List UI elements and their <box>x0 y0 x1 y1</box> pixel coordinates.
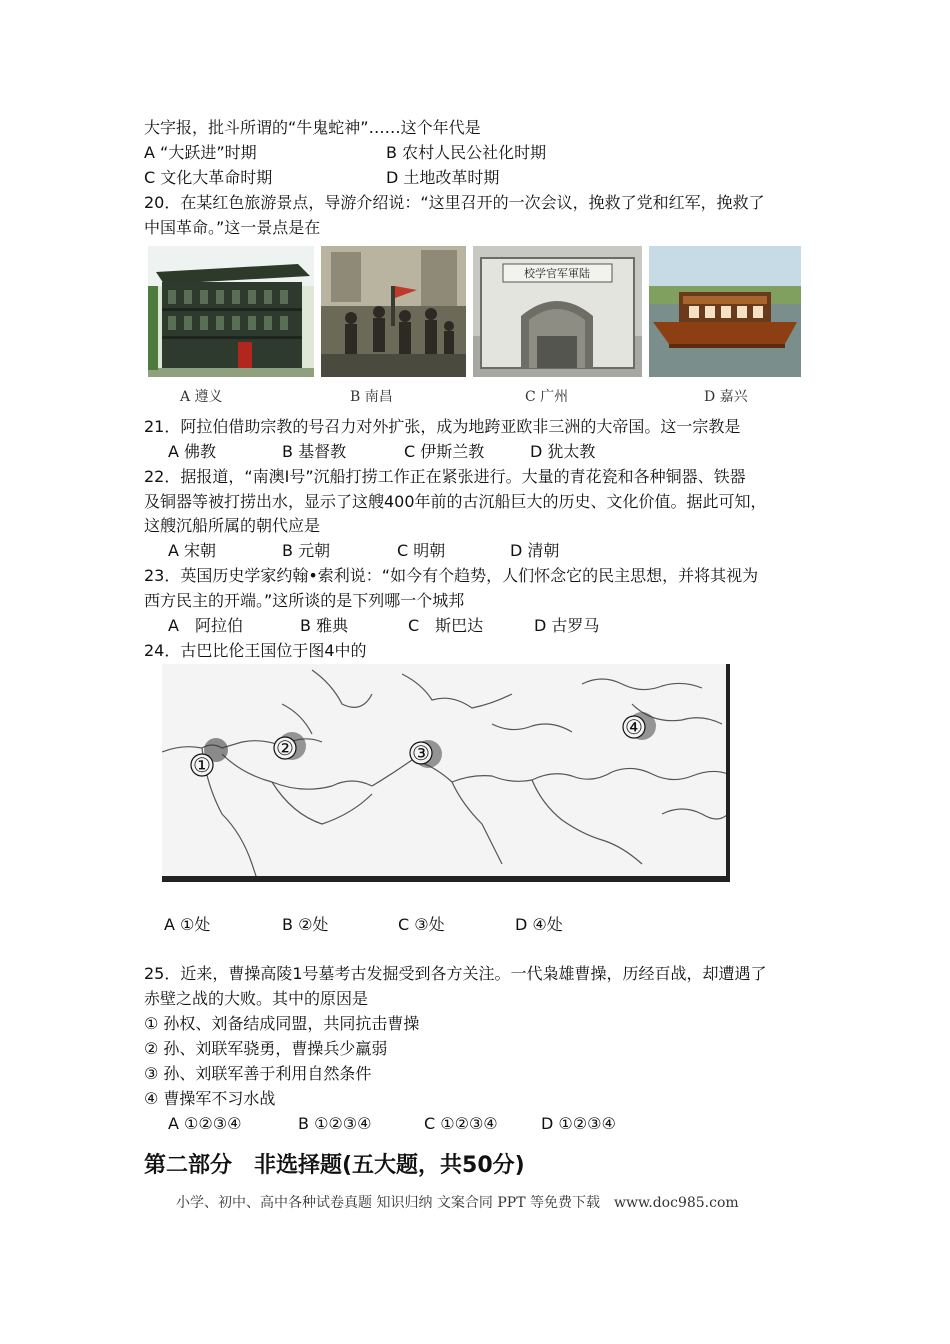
q22-option-d: D 清朝 <box>510 541 560 560</box>
q20-caption-a: A 遵义 <box>180 389 223 405</box>
q21-option-c: C 伊斯兰教 <box>404 442 485 461</box>
q22-option-b: B 元朝 <box>282 541 331 560</box>
q25-stem-line2: 赤壁之战的大败。其中的原因是 <box>144 989 369 1008</box>
q19-stem: 大字报，批斗所谓的“牛鬼蛇神”……这个年代是 <box>144 118 481 137</box>
q21-option-b: B 基督教 <box>282 442 347 461</box>
asia-map-figure <box>162 664 730 882</box>
jiaxing-boat-photo <box>649 246 801 377</box>
nanchang-painting-photo <box>321 246 466 377</box>
part2-heading: 第二部分 非选择题(五大题，共50分) <box>144 1153 525 1178</box>
q22-option-c: C 明朝 <box>397 541 446 560</box>
q20-stem-line2: 中国革命。”这一景点是在 <box>144 218 321 237</box>
q23-option-d: D 古罗马 <box>534 616 600 635</box>
q25-item-3: ③ 孙、刘联军善于利用自然条件 <box>144 1064 372 1083</box>
q25-option-d: D ①②③④ <box>541 1114 616 1133</box>
q25-item-2: ② 孙、刘联军骁勇，曹操兵少羸弱 <box>144 1039 388 1058</box>
q24-option-b: B ②处 <box>282 915 329 934</box>
q20-caption-c: C 广州 <box>525 389 569 405</box>
q23-option-a: A 阿拉伯 <box>168 616 243 635</box>
q19-option-b: B 农村人民公社化时期 <box>386 143 547 162</box>
q24-option-d: D ④处 <box>515 915 563 934</box>
map-marker-2: ② <box>276 736 294 760</box>
q20-stem-line1: 20．在某红色旅游景点，导游介绍说：“这里召开的一次会议，挽救了党和红军，挽救了 <box>144 193 765 212</box>
map-marker-3: ③ <box>412 741 430 765</box>
q19-option-a: A “大跃进”时期 <box>144 143 257 162</box>
q24-stem: 24．古巴比伦王国位于图4中的 <box>144 641 367 660</box>
q24-option-a: A ①处 <box>164 915 211 934</box>
map-marker-4: ④ <box>625 715 643 739</box>
q20-caption-b: B 南昌 <box>350 389 393 405</box>
map-marker-1: ① <box>193 753 211 777</box>
gate-sign-text: 校学官军軍陆 <box>524 267 590 280</box>
q20-caption-d: D 嘉兴 <box>704 389 748 405</box>
q25-item-4: ④ 曹操军不习水战 <box>144 1089 276 1108</box>
q23-stem-line1: 23．英国历史学家约翰•索利说：“如今有个趋势，人们怀念它的民主思想，并将其视为 <box>144 566 759 585</box>
q22-stem-line3: 这艘沉船所属的朝代应是 <box>144 516 321 535</box>
guangzhou-gate-photo <box>473 246 642 377</box>
q25-item-1: ① 孙权、刘备结成同盟，共同抗击曹操 <box>144 1014 420 1033</box>
q22-stem-line1: 22．据报道，“南澳Ⅰ号”沉船打捞工作正在紧张进行。大量的青花瓷和各种铜器、铁器 <box>144 467 746 486</box>
q21-option-a: A 佛教 <box>168 442 217 461</box>
q24-option-c: C ③处 <box>398 915 445 934</box>
q19-option-c: C 文化大革命时期 <box>144 168 273 187</box>
zunyi-building-photo <box>148 246 314 377</box>
q25-option-a: A ①②③④ <box>168 1114 242 1133</box>
q19-option-d: D 土地改革时期 <box>386 168 500 187</box>
q23-option-c: C 斯巴达 <box>408 616 484 635</box>
q25-option-c: C ①②③④ <box>424 1114 498 1133</box>
q23-stem-line2: 西方民主的开端。”这所谈的是下列哪一个城邦 <box>144 591 465 610</box>
q22-stem-line2: 及铜器等被打捞出水，显示了这艘400年前的古沉船巨大的历史、文化价值。据此可知， <box>144 492 767 511</box>
q21-option-d: D 犹太教 <box>530 442 596 461</box>
q22-option-a: A 宋朝 <box>168 541 217 560</box>
page-footer: 小学、初中、高中各种试卷真题 知识归纳 文案合同 PPT 等免费下载 www.doc985.com <box>176 1195 739 1211</box>
q21-stem: 21．阿拉伯借助宗教的号召力对外扩张，成为地跨亚欧非三洲的大帝国。这一宗教是 <box>144 417 741 436</box>
q23-option-b: B 雅典 <box>300 616 349 635</box>
q25-stem-line1: 25．近来，曹操高陵1号墓考古发掘受到各方关注。一代枭雄曹操，历经百战，却遭遇了 <box>144 964 767 983</box>
q25-option-b: B ①②③④ <box>298 1114 372 1133</box>
